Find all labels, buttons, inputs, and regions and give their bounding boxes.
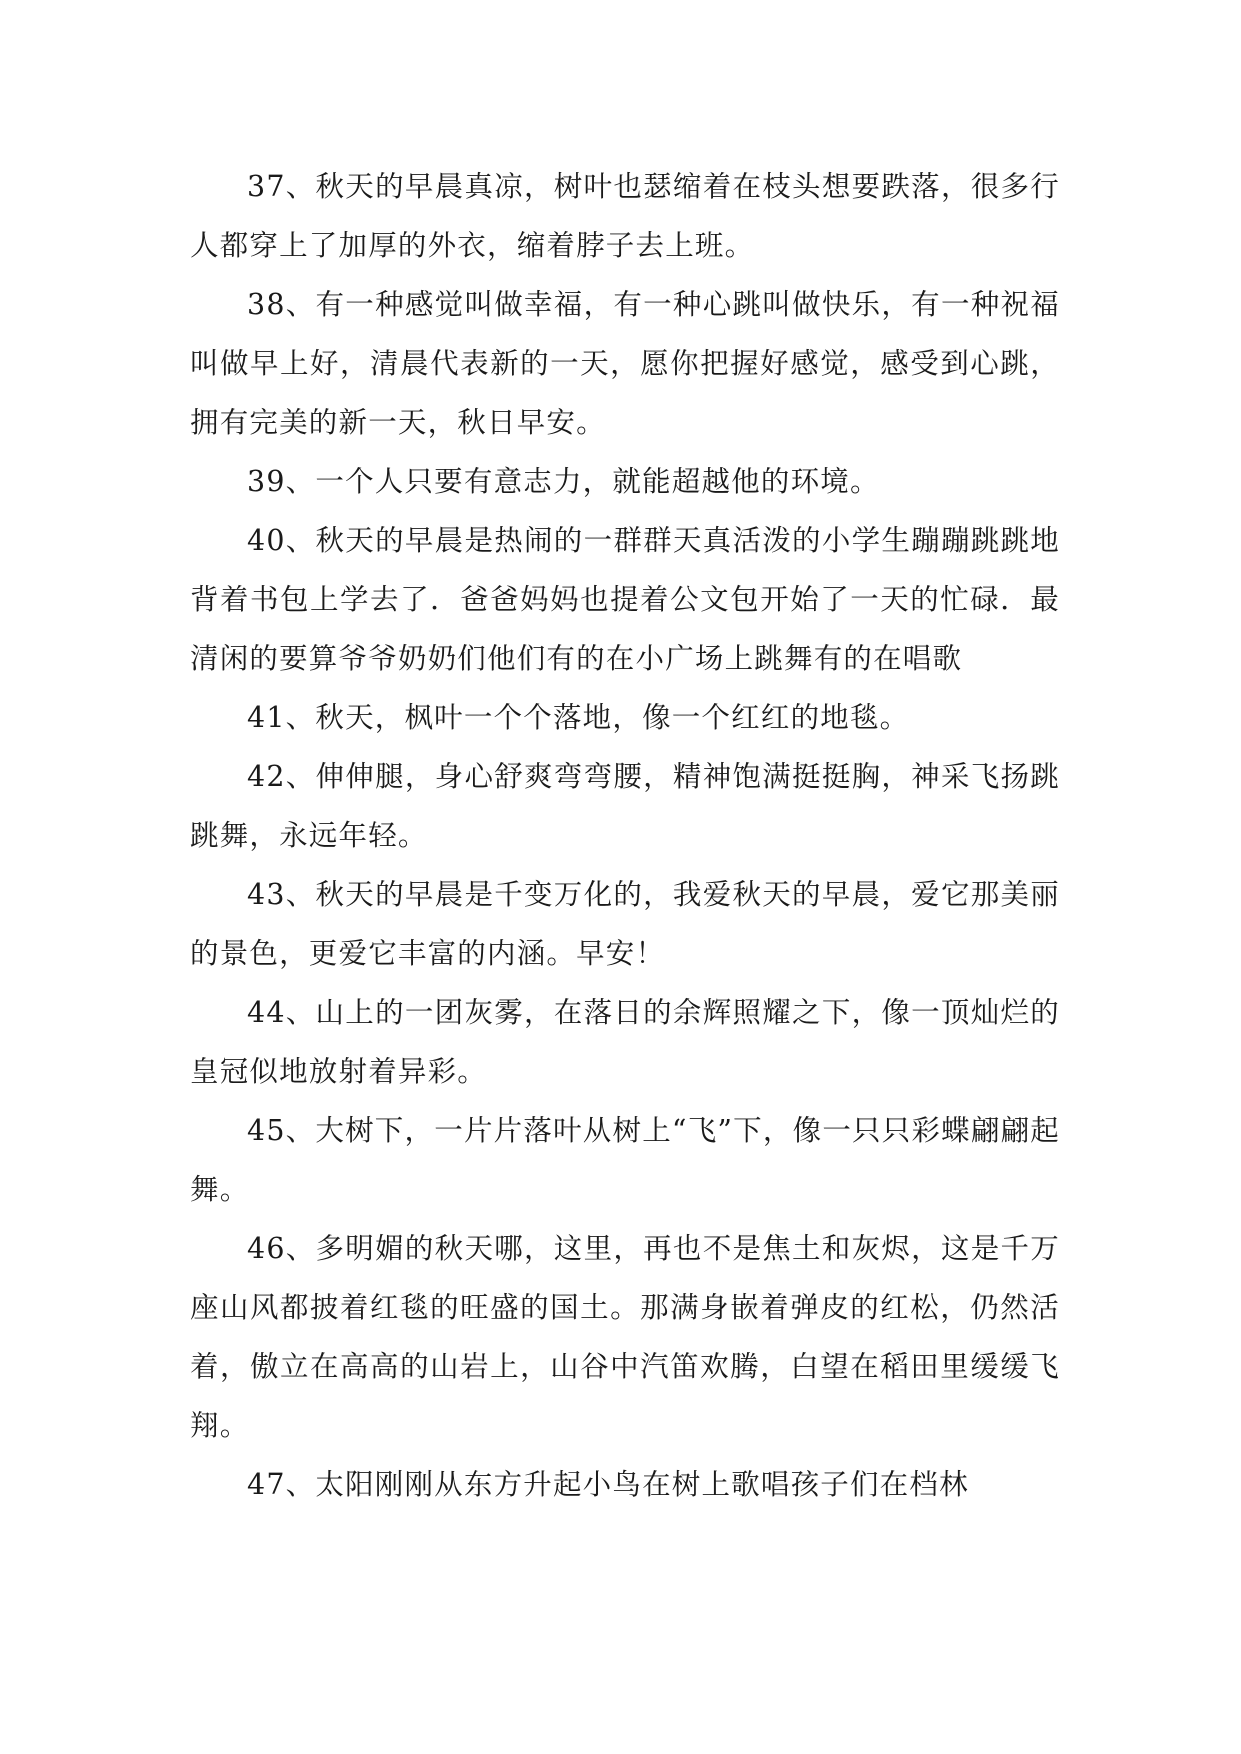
paragraph-44: 44、山上的一团灰雾，在落日的余辉照耀之下，像一顶灿烂的皇冠似地放射着异彩。 [190,996,1060,1088]
paragraph-43: 43、秋天的早晨是千变万化的，我爱秋天的早晨，爱它那美丽的景色，更爱它丰富的内涵。早安！ [190,878,1060,970]
paragraph-41: 41、秋天，枫叶一个个落地，像一个红红的地毯。 [247,701,910,734]
paragraph-42: 42、伸伸腿，身心舒爽弯弯腰，精神饱满挺挺胸，神采飞扬跳跳舞，永远年轻。 [190,760,1060,852]
paragraph-38: 38、有一种感觉叫做幸福，有一种心跳叫做快乐，有一种祝福叫做早上好，清晨代表新的一天，愿你把握好感觉，感受到心跳，拥有完美的新一天，秋日早安。 [190,288,1060,439]
paragraph-47: 47、太阳刚刚从东方升起小鸟在树上歌唱孩子们在档林 [247,1468,969,1501]
paragraph-39: 39、一个人只要有意志力，就能超越他的环境。 [247,465,880,498]
paragraph-45: 45、大树下，一片片落叶从树上“飞”下，像一只只彩蝶翩翩起舞。 [190,1114,1060,1206]
paragraph-37: 37、秋天的早晨真凉，树叶也瑟缩着在枝头想要跌落，很多行人都穿上了加厚的外衣，缩着脖子去上班。 [190,170,1060,262]
paragraph-40: 40、秋天的早晨是热闹的一群群天真活泼的小学生蹦蹦跳跳地背着书包上学去了．爸爸妈妈也提着公文包开始了一天的忙碌．最清闲的要算爷爷奶奶们他们有的在小广场上跳舞有的在唱歌 [190,524,1060,675]
document-body [190,157,1060,1514]
paragraph-46: 46、多明媚的秋天哪，这里，再也不是焦土和灰烬，这是千万座山风都披着红毯的旺盛的国土。那满身嵌着弹皮的红松，仍然活着，傲立在高高的山岩上，山谷中汽笛欢腾，白望在稻田里缓缓飞翔。 [190,1232,1060,1442]
